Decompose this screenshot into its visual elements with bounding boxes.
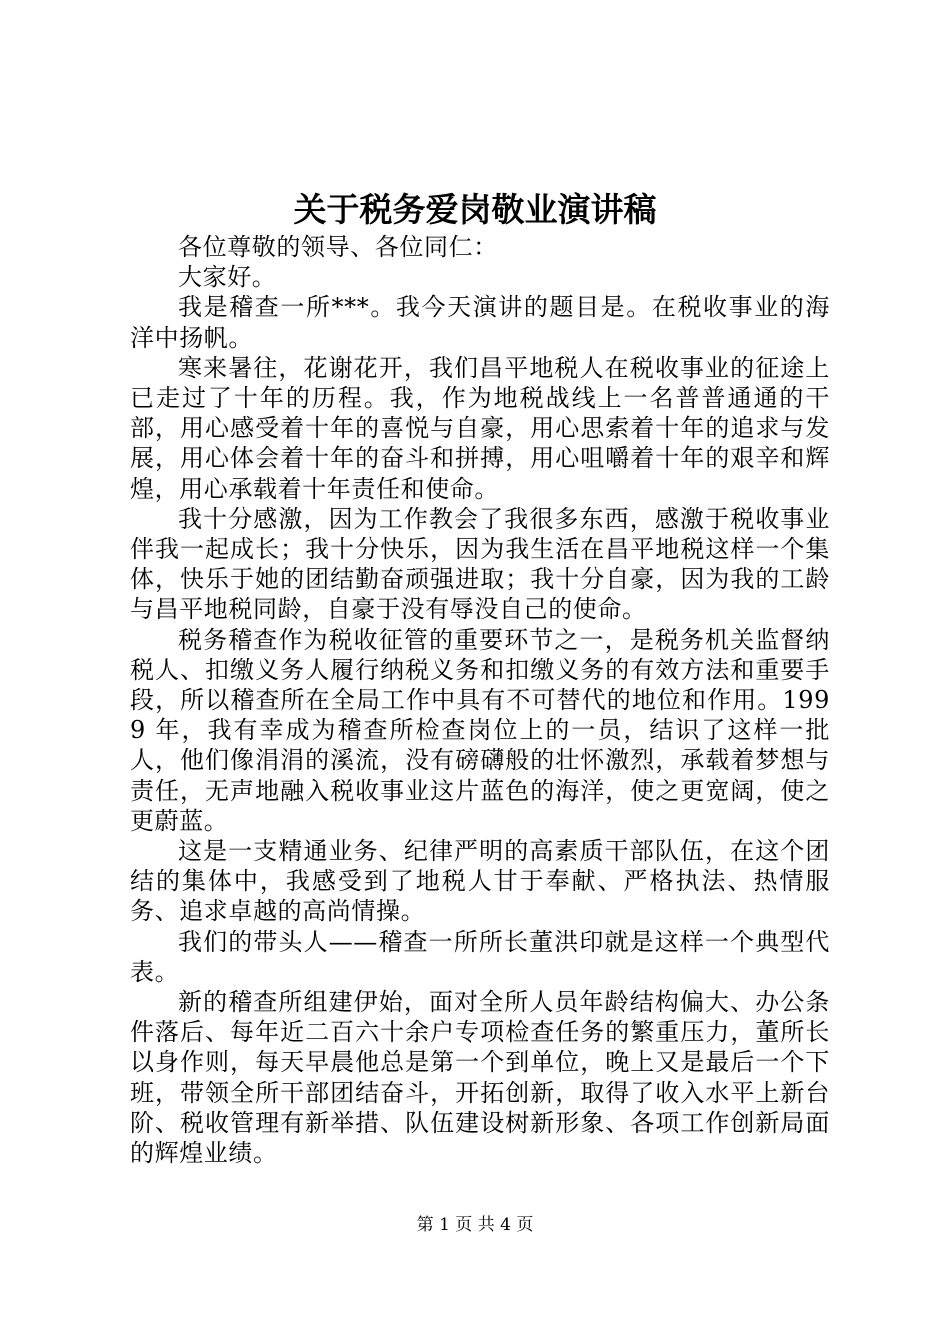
paragraph-leader: 我们的带头人——稽查一所所长董洪印就是这样一个典型代表。 <box>130 927 830 986</box>
paragraph-greeting: 大家好。 <box>178 263 277 292</box>
page-number-footer: 第 1 页 共 4 页 <box>416 1215 534 1235</box>
paragraph-achievements: 新的稽查所组建伊始，面对全所人员年龄结构偏大、办公条件落后、每年近二百六十余户专项检查任务的繁重压力，董所长以身作则，每天早晨他总是第一个到单位，晚上又是最后一个下班，带领全所干部团结奋斗，开拓创新，取得了收入水平上新台阶、税收管理有新举措、队伍建设树新形象、各项工作创新局面的辉煌业绩。 <box>130 988 830 1168</box>
paragraph-salutation: 各位尊敬的领导、各位同仁： <box>178 233 498 261</box>
paragraph-gratitude: 我十分感激，因为工作教会了我很多东西，感激于税收事业伴我一起成长；我十分快乐，因为我生活在昌平地税这样一个集体，快乐于她的团结勤奋顽强进取；我十分自豪，因为我的工龄与昌平地税同龄，自豪于没有辱没自己的使命。 <box>130 504 830 624</box>
paragraph-tax-inspection: 税务稽查作为税收征管的重要环节之一，是税务机关监督纳税人、扣缴义务人履行纳税义务和扣缴义务的有效方法和重要手段，所以稽查所在全局工作中具有不可替代的地位和作用。1999 年，我有幸成为稽查所检查岗位上的一员，结识了这样一批人，他们像涓涓的溪流，没有磅礴般的壮怀激烈，承载着梦想与责任，无声地融入税收事业这片蓝色的海洋，使之更宽阔，使之更蔚蓝。 <box>130 625 830 835</box>
paragraph-team: 这是一支精通业务、纪律严明的高素质干部队伍，在这个团结的集体中，我感受到了地税人甘于奉献、严格执法、热情服务、追求卓越的高尚情操。 <box>130 837 830 926</box>
paragraph-introduction: 我是稽查一所***。我今天演讲的题目是。在税收事业的海洋中扬帆。 <box>130 293 830 352</box>
document-body <box>130 232 830 1168</box>
document-title: 关于税务爱岗敬业演讲稿 <box>293 190 657 229</box>
paragraph-ten-years: 寒来暑往，花谢花开，我们昌平地税人在税收事业的征途上已走过了十年的历程。我，作为地税战线上一名普普通通的干部，用心感受着十年的喜悦与自豪，用心思索着十年的追求与发展，用心体会着十年的奋斗和拼搏，用心咀嚼着十年的艰辛和辉煌，用心承载着十年责任和使命。 <box>130 353 830 503</box>
